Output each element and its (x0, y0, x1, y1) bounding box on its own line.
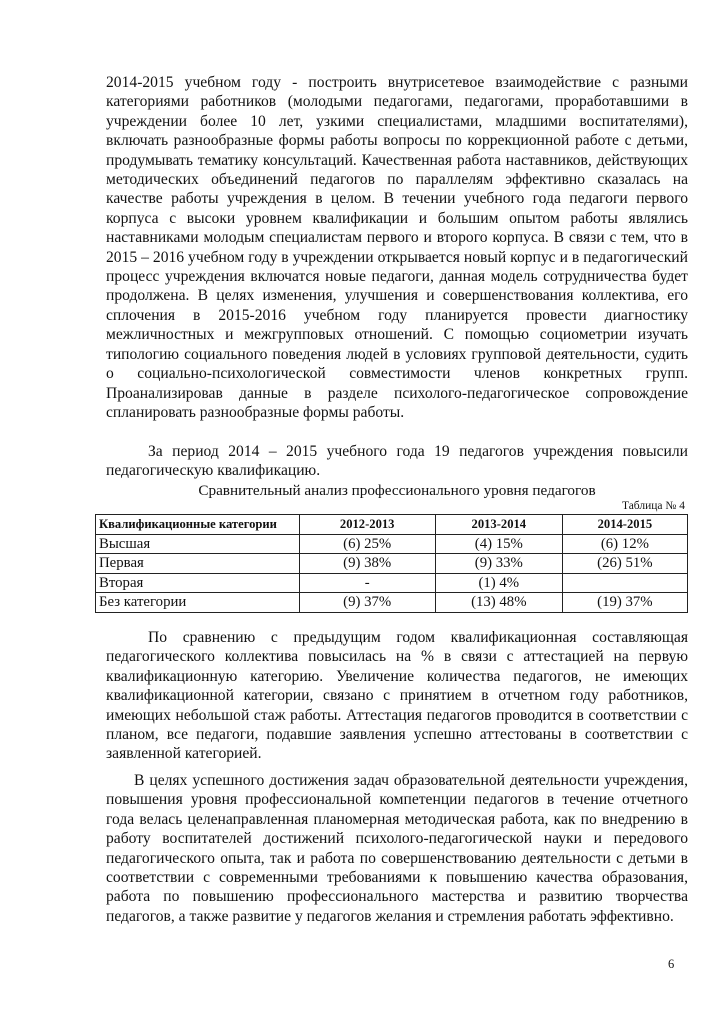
paragraph-2: За период 2014 – 2015 учебного года 19 педагогов учреждения повысили педагогическую квалификацию. (106, 443, 688, 480)
header-cell: 2013-2014 (435, 515, 562, 535)
value-cell: (6) 12% (562, 534, 687, 554)
header-cell: 2014-2015 (562, 515, 687, 535)
value-cell: (1) 4% (435, 573, 562, 593)
header-cell: 2012-2013 (299, 515, 435, 535)
value-cell: (26) 51% (562, 554, 687, 574)
table-header-row (96, 515, 688, 535)
header-cell: Квалификационные категории (96, 515, 300, 535)
category-cell: Вторая (96, 573, 300, 593)
value-cell (562, 573, 687, 593)
table-row (96, 554, 688, 574)
value-cell: (19) 37% (562, 593, 687, 613)
category-cell: Высшая (96, 534, 300, 554)
value-cell: (9) 33% (435, 554, 562, 574)
page-number: 6 (668, 957, 675, 971)
value-cell: (13) 48% (435, 593, 562, 613)
category-cell: Без категории (96, 593, 300, 613)
qualification-table (95, 514, 688, 613)
paragraph-1: 2014-2015 учебном году - построить внутрисетевое взаимодействие с разными категориями работников (молодыми педагогами, педагогами, проработавшими в учреждении более 10 лет, узкими специалистами, младшими воспитателями), включать разнообразные формы работы вопросы по коррекционной работе с детьми, продумывать тематику консультаций. Качественная работа наставников, действующих методических объединений педагогов по параллелям эффективно сказалась на качестве работы учреждения в целом. В течении учебного года педагоги первого корпуса с высоки уровнем квалификации и большим опытом работы являлись наставниками молодым специалистам первого и второго корпуса. В связи с тем, что в 2015 – 2016 учебном году в учреждении открывается новый корпус и в педагогический процесс учреждения включатся новые педагоги, данная модель сотрудничества будет продолжена. В целях изменения, улучшения и совершенствования коллектива, его сплочения в 2015-2016 учебном году планируется провести диагностику межличностных и межгрупповых отношений. С помощью социометрии изучать типологию социального поведения людей в условиях групповой деятельности, судить о социально-психологической совместимости членов конкретных групп. Проанализировав данные в разделе психолого-педагогическое сопровождение спланировать разнообразные формы работы. (106, 74, 688, 421)
value-cell: (9) 38% (299, 554, 435, 574)
table-row (96, 573, 688, 593)
table-row (96, 593, 688, 613)
table-number: Таблица № 4 (621, 500, 685, 512)
value-cell: - (299, 573, 435, 593)
value-cell: (4) 15% (435, 534, 562, 554)
paragraph-4: В целях успешного достижения задач образовательной деятельности учреждения, повышения уровня профессиональной компетенции педагогов в течение отчетного года велась целенаправленная планомерная методическая работа, как по внедрению в работу воспитателей достижений психолого-педагогической науки и передового педагогического опыта, так и работа по совершенствованию деятельности с детьми в соответствии с современными требованиями к повышению качества образования, работа по повышению профессионального мастерства и развитию творчества педагогов, а также развитие у педагогов желания и стремления работать эффективно. (106, 772, 688, 925)
value-cell: (6) 25% (299, 534, 435, 554)
value-cell: (9) 37% (299, 593, 435, 613)
table-row (96, 534, 688, 554)
category-cell: Первая (96, 554, 300, 574)
paragraph-3: По сравнению с предыдущим годом квалификационная составляющая педагогического коллектива повысилась на % в связи с аттестацией на первую квалификационную категорию. Увеличение количества педагогов, не имеющих квалификационной категории, связано с принятием в отчетном году работников, имеющих небольшой стаж работы. Аттестация педагогов проводится в соответствии с планом, все педагоги, подавшие заявления успешно аттестованы в соответствии с заявленной категорией. (106, 629, 688, 763)
table-caption: Сравнительный анализ профессионального уровня педагогов (198, 482, 596, 499)
